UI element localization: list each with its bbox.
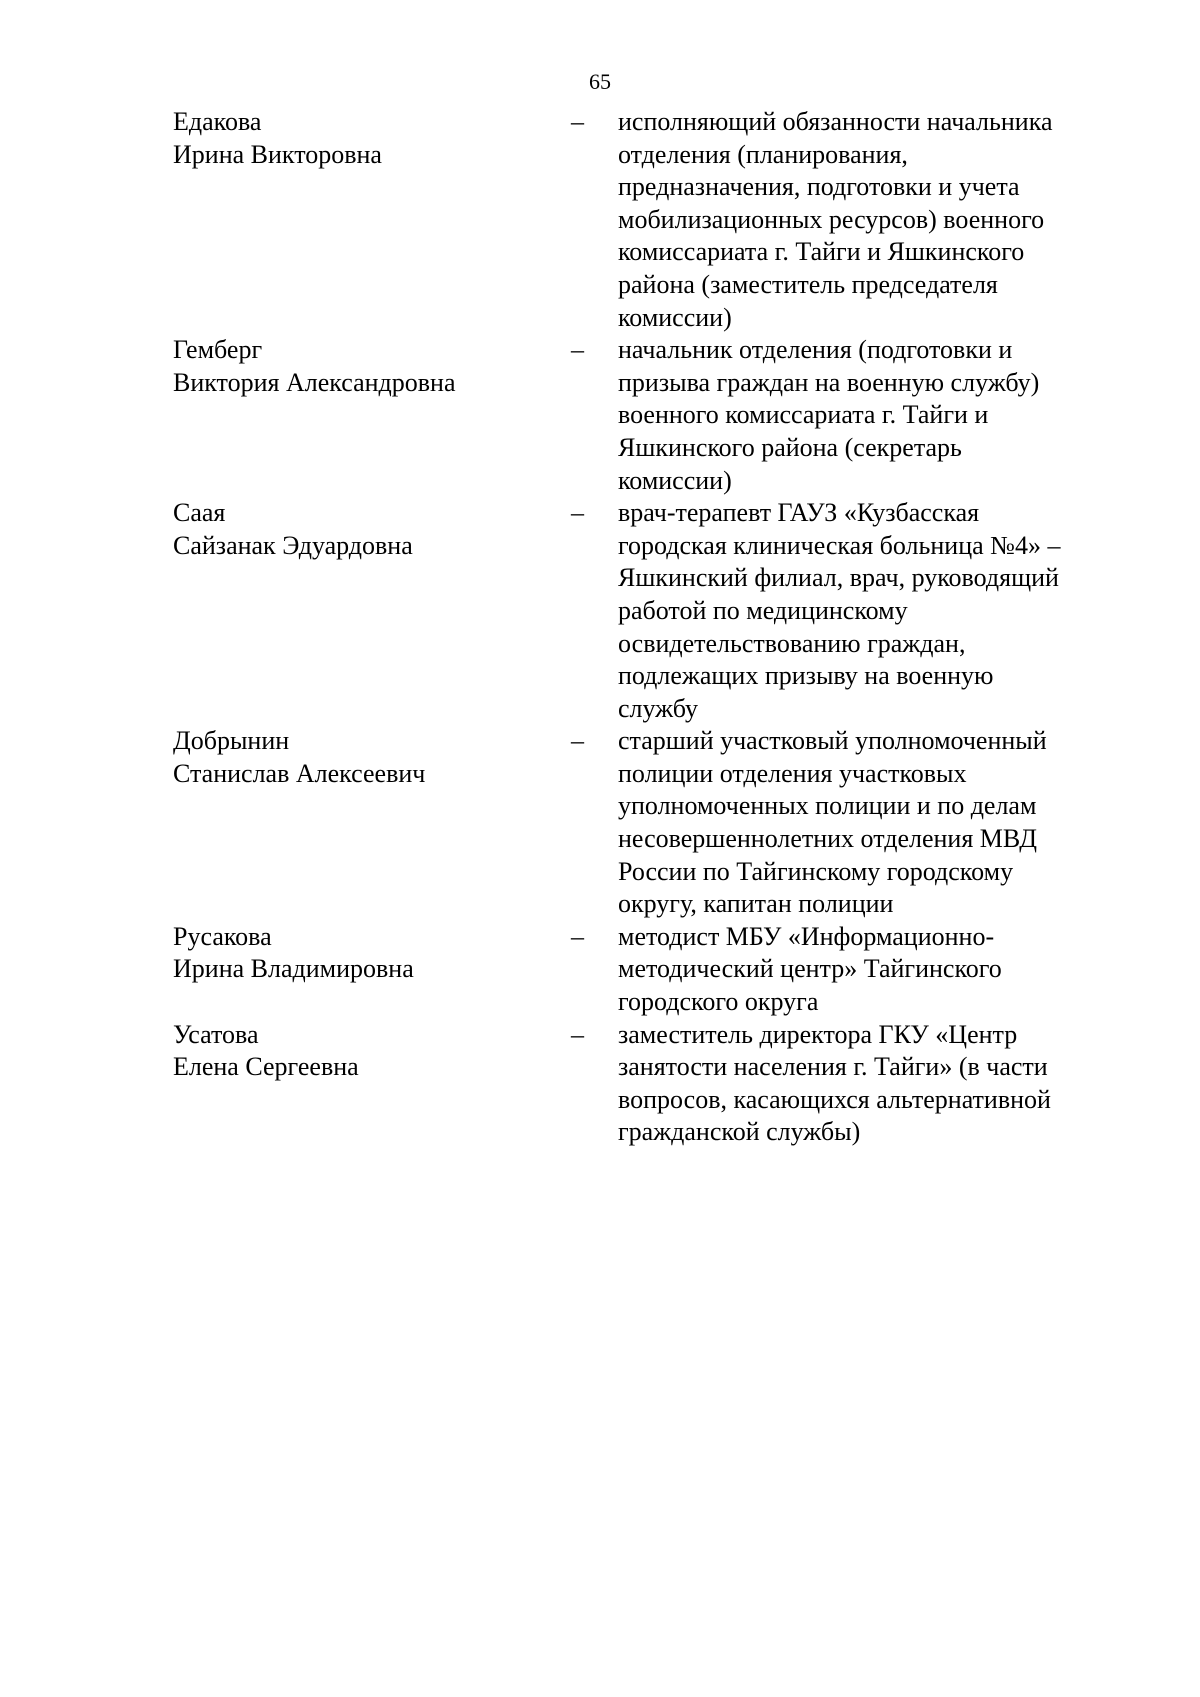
member-entry bbox=[173, 725, 1123, 921]
member-surname: Усатова bbox=[173, 1019, 259, 1049]
role-line: комиссии) bbox=[618, 302, 732, 332]
role-line: Яшкинского района (секретарь bbox=[618, 432, 962, 462]
member-surname: Гемберг bbox=[173, 335, 263, 365]
member-role bbox=[618, 1019, 1123, 1149]
member-surname: Едакова bbox=[173, 107, 262, 136]
role-line: начальник отделения (подготовки и bbox=[618, 335, 1013, 365]
member-role bbox=[618, 334, 1123, 497]
role-line: гражданской службы) bbox=[618, 1117, 861, 1147]
role-line: исполняющий обязанности начальника bbox=[618, 107, 1053, 136]
member-given-names: Виктория Александровна bbox=[173, 367, 456, 397]
member-role bbox=[618, 725, 1123, 921]
separator-dash: – bbox=[571, 726, 584, 756]
role-line: вопросов, касающихся альтернативной bbox=[618, 1084, 1051, 1114]
member-name bbox=[173, 497, 571, 562]
role-line: городского округа bbox=[618, 987, 819, 1017]
role-line: заместитель директора ГКУ «Центр bbox=[618, 1019, 1018, 1049]
role-line: службу bbox=[618, 693, 699, 723]
member-name bbox=[173, 1019, 571, 1084]
role-line: методист МБУ «Информационно- bbox=[618, 921, 995, 951]
role-line: комиссии) bbox=[618, 465, 732, 495]
role-line: полиции отделения участковых bbox=[618, 758, 967, 788]
role-line: военного комиссариата г. Тайги и bbox=[618, 400, 989, 430]
member-role bbox=[618, 497, 1123, 725]
separator-dash: – bbox=[571, 335, 584, 365]
member-entry bbox=[173, 106, 1123, 334]
role-line: предназначения, подготовки и учета bbox=[618, 172, 1020, 202]
role-line: несовершеннолетних отделения МВД bbox=[618, 824, 1038, 854]
role-line: уполномоченных полиции и по делам bbox=[618, 791, 1037, 821]
member-given-names: Ирина Викторовна bbox=[173, 139, 382, 169]
member-entry bbox=[173, 334, 1123, 497]
separator-dash: – bbox=[571, 498, 584, 528]
role-line: подлежащих призыву на военную bbox=[618, 661, 994, 691]
role-line: Яшкинский филиал, врач, руководящий bbox=[618, 563, 1059, 593]
role-line: старший участковый уполномоченный bbox=[618, 726, 1047, 756]
role-line: врач-терапевт ГАУЗ «Кузбасская bbox=[618, 498, 980, 528]
member-role bbox=[618, 921, 1123, 1019]
member-surname: Добрынин bbox=[173, 726, 290, 756]
role-line: мобилизационных ресурсов) военного bbox=[618, 204, 1045, 234]
role-line: отделения (планирования, bbox=[618, 139, 908, 169]
role-line: методический центр» Тайгинского bbox=[618, 954, 1002, 984]
role-line: комиссариата г. Тайги и Яшкинского bbox=[618, 237, 1025, 267]
member-role bbox=[618, 106, 1123, 334]
member-given-names: Сайзанак Эдуардовна bbox=[173, 530, 413, 560]
role-line: округу, капитан полиции bbox=[618, 889, 894, 919]
commission-members-list bbox=[173, 106, 1123, 1149]
member-given-names: Ирина Владимировна bbox=[173, 954, 414, 984]
member-given-names: Елена Сергеевна bbox=[173, 1052, 359, 1082]
role-line: работой по медицинскому bbox=[618, 595, 908, 625]
member-name bbox=[173, 334, 571, 399]
role-line: городская клиническая больница №4» – bbox=[618, 530, 1061, 560]
role-line: занятости населения г. Тайги» (в части bbox=[618, 1052, 1048, 1082]
member-given-names: Станислав Алексеевич bbox=[173, 758, 426, 788]
member-name bbox=[173, 921, 571, 986]
role-line: России по Тайгинскому городскому bbox=[618, 856, 1014, 886]
role-line: освидетельствованию граждан, bbox=[618, 628, 966, 658]
member-entry bbox=[173, 921, 1123, 1019]
member-entry bbox=[173, 497, 1123, 725]
role-line: района (заместитель председателя bbox=[618, 269, 998, 299]
role-line: призыва граждан на военную службу) bbox=[618, 367, 1040, 397]
member-surname: Русакова bbox=[173, 921, 272, 951]
member-surname: Саая bbox=[173, 498, 226, 528]
page-number: 65 bbox=[589, 69, 611, 94]
member-entry bbox=[173, 1019, 1123, 1149]
separator-dash: – bbox=[571, 1019, 584, 1049]
member-name bbox=[173, 106, 571, 171]
member-name bbox=[173, 725, 571, 790]
separator-dash: – bbox=[571, 107, 584, 136]
separator-dash: – bbox=[571, 921, 584, 951]
